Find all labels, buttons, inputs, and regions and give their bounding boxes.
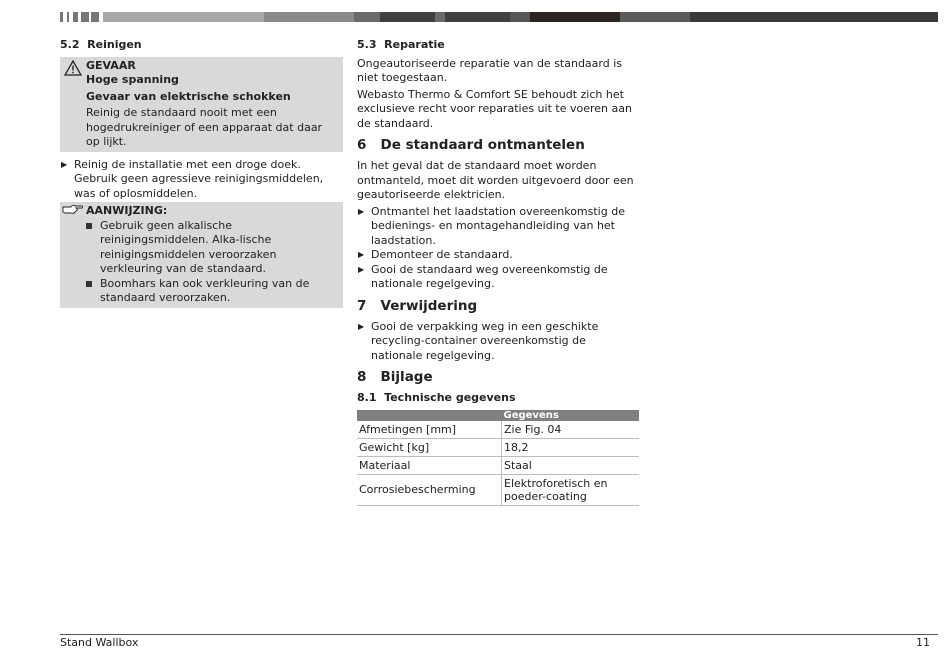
table-header-row [357, 410, 639, 421]
section-number: 7 [357, 297, 367, 314]
note-item [86, 219, 337, 277]
table-cell: Elektroforetisch en poeder-coating [502, 474, 640, 505]
dismantle-step-text: Demonteer de standaard. [371, 248, 513, 261]
section-title: Reinigen [87, 38, 142, 51]
danger-subtitle-2: Gevaar van elektrische schokken [86, 89, 291, 103]
table-row [357, 474, 639, 505]
dismantle-step-text: Gooi de standaard weg overeenkomstig de nationale regelgeving. [371, 262, 608, 290]
section-title: De standaard ontmantelen [380, 137, 585, 153]
left-column [60, 38, 343, 308]
table-cell: Zie Fig. 04 [502, 421, 640, 439]
table-row [357, 438, 639, 456]
section-5-3-heading [357, 38, 639, 53]
cleaning-instruction [60, 158, 343, 202]
section-number: 5.3 [357, 38, 377, 51]
repair-paragraph-1: Ongeautoriseerde reparatie van de standaard is niet toegestaan. [357, 56, 623, 84]
dismantle-step [357, 205, 639, 249]
warning-triangle-icon [64, 60, 82, 81]
square-bullet-icon [86, 281, 92, 287]
triangle-bullet-icon: ▶ [358, 250, 365, 259]
section-title: Reparatie [384, 38, 445, 51]
table-row [357, 421, 639, 439]
note-item-text: Gebruik geen alkalische reinigingsmiddelen. Alka-lische reinigingsmiddelen veroorzaken verkleuring van de standaard. [100, 218, 277, 275]
triangle-bullet-icon: ▶ [358, 264, 365, 274]
section-5-2-heading [60, 38, 343, 53]
dismantle-intro: In het geval dat de standaard moet worden ontmanteld, moet dit worden uitgevoerd door een geautoriseerde elektricien. [357, 159, 634, 201]
table-cell: Materiaal [357, 456, 502, 474]
page-number: 11 [916, 636, 930, 649]
danger-box [60, 57, 343, 152]
section-number: 6 [357, 137, 367, 153]
section-7-heading [357, 298, 639, 315]
triangle-bullet-icon: ▶ [61, 159, 68, 169]
footer-title: Stand Wallbox [60, 636, 139, 649]
disposal-step [357, 320, 639, 364]
cleaning-instruction-text: Reinig de installatie met een droge doek. Gebruik geen agressieve reinigingsmiddelen, was of oplosmiddelen. [74, 157, 324, 200]
section-number: 8 [357, 369, 367, 385]
section-number: 8.1 [357, 391, 377, 404]
disposal-step-text: Gooi de verpakking weg in een geschikte recycling-container overeenkomstig de nationale regelgeving. [371, 319, 599, 362]
section-number: 5.2 [60, 38, 80, 51]
table-header-cell [357, 410, 502, 421]
table-header-cell: Gegevens [502, 410, 640, 421]
table-cell: Corrosiebescherming [357, 474, 502, 505]
note-item-text: Boomhars kan ook verkleuring van de standaard veroorzaken. [100, 276, 310, 304]
right-column [357, 38, 639, 506]
table-cell: Staal [502, 456, 640, 474]
table-cell: 18,2 [502, 438, 640, 456]
table-cell: Afmetingen [mm] [357, 421, 502, 439]
section-title: Technische gegevens [384, 391, 516, 404]
section-6-heading [357, 137, 639, 154]
danger-label: GEVAAR [86, 58, 136, 72]
repair-paragraph-2: Webasto Thermo & Comfort SE behoudt zich het exclusieve recht voor reparaties uit te voeren aan de standaard. [357, 87, 632, 130]
header-decor-bar [60, 12, 938, 22]
danger-subtitle-1: Hoge spanning [86, 73, 179, 86]
dismantle-step [357, 263, 639, 292]
table-cell: Gewicht [kg] [357, 438, 502, 456]
note-box [60, 202, 343, 308]
section-title: Bijlage [380, 369, 433, 385]
section-title: Verwijdering [380, 297, 478, 314]
note-label: AANWIJZING: [86, 204, 168, 217]
section-8-1-heading [357, 391, 639, 406]
triangle-bullet-icon: ▶ [358, 206, 365, 216]
section-8-heading [357, 369, 639, 386]
footer-divider [60, 634, 938, 635]
pointing-hand-icon [62, 203, 84, 220]
square-bullet-icon [86, 223, 92, 229]
table-row [357, 456, 639, 474]
note-item [86, 277, 337, 306]
dismantle-step [357, 248, 639, 263]
triangle-bullet-icon: ▶ [358, 321, 365, 331]
danger-text: Reinig de standaard nooit met een hogedrukreiniger of een apparaat dat daar op lijkt. [86, 106, 323, 148]
dismantle-step-text: Ontmantel het laadstation overeenkomstig de bedienings- en montagehandleiding van het laadstation. [371, 204, 625, 247]
technical-data-table [357, 410, 639, 506]
